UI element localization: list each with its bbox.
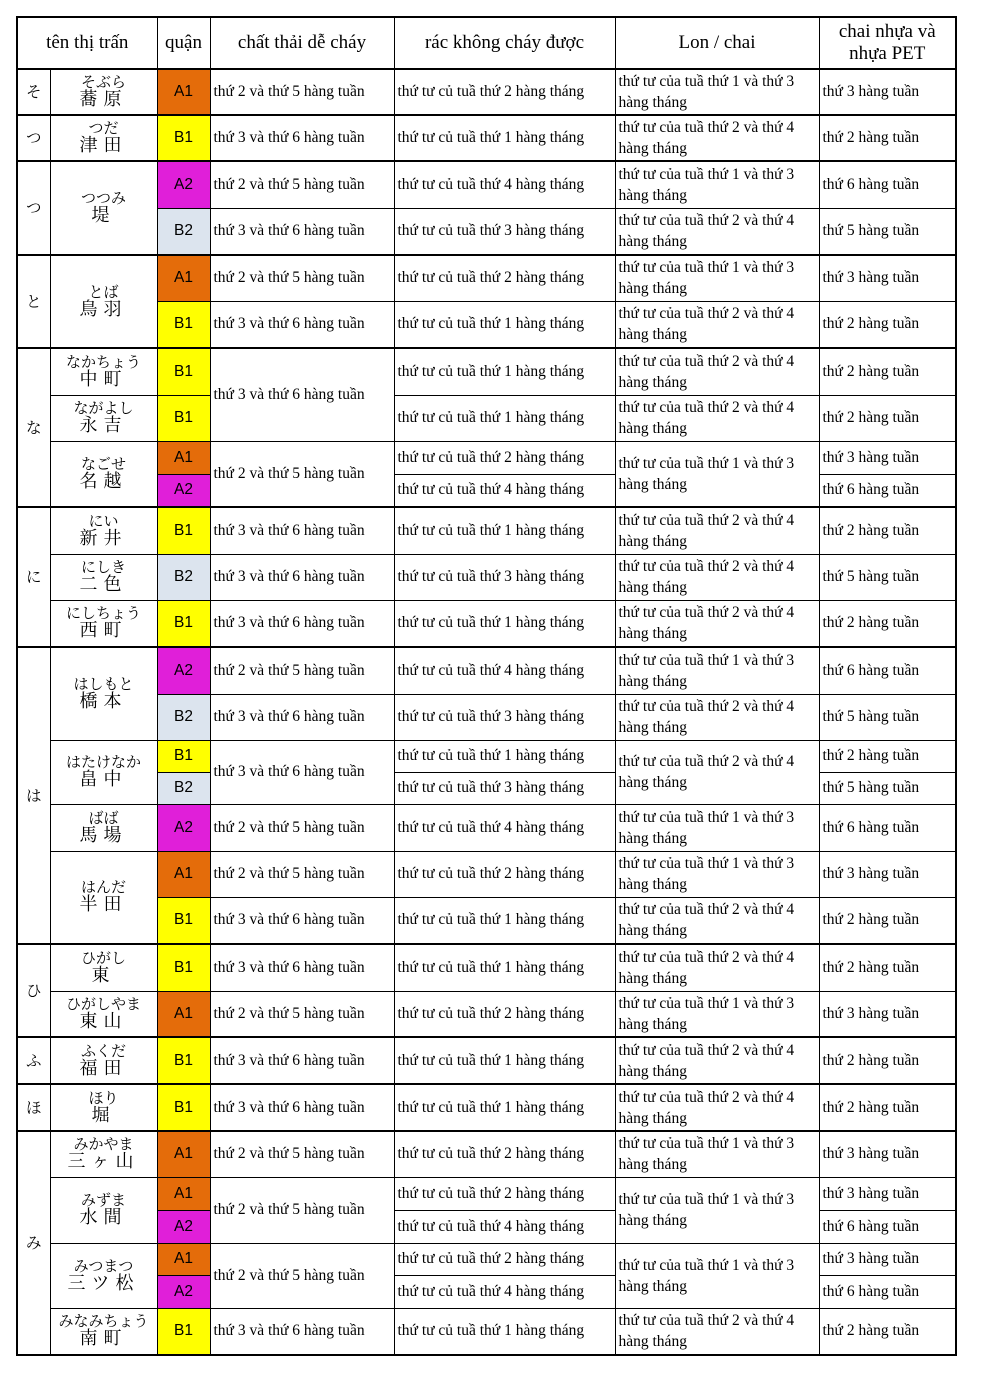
district-badge: A2 (157, 647, 210, 694)
nonburnable-schedule: thứ tư củ tuầ thứ 1 hàng tháng (394, 1084, 615, 1131)
pet-schedule: thứ 2 hàng tuần (819, 897, 956, 944)
nonburnable-schedule: thứ tư củ tuầ thứ 4 hàng tháng (394, 804, 615, 851)
burnable-schedule: thứ 2 và thứ 5 hàng tuần (210, 1243, 394, 1308)
header-row (17, 17, 956, 69)
nonburnable-schedule: thứ tư củ tuầ thứ 4 hàng tháng (394, 1210, 615, 1243)
burnable-schedule: thứ 3 và thứ 6 hàng tuần (210, 554, 394, 600)
district-badge: A2 (157, 474, 210, 507)
pet-schedule: thứ 2 hàng tuần (819, 1037, 956, 1084)
cans-schedule: thứ tư của tuầ thứ 2 và thứ 4 hàng tháng (615, 554, 819, 600)
burnable-schedule: thứ 3 và thứ 6 hàng tuần (210, 897, 394, 944)
burnable-schedule: thứ 3 và thứ 6 hàng tuần (210, 301, 394, 348)
nonburnable-schedule: thứ tư củ tuầ thứ 1 hàng tháng (394, 507, 615, 554)
pet-schedule: thứ 2 hàng tuần (819, 600, 956, 647)
nonburnable-schedule: thứ tư củ tuầ thứ 2 hàng tháng (394, 441, 615, 474)
district-badge: A1 (157, 991, 210, 1037)
district-badge: B1 (157, 897, 210, 944)
district-badge: B1 (157, 395, 210, 441)
pet-schedule: thứ 6 hàng tuần (819, 804, 956, 851)
nonburnable-schedule: thứ tư củ tuầ thứ 1 hàng tháng (394, 944, 615, 991)
cans-schedule: thứ tư của tuầ thứ 1 và thứ 3 hàng tháng (615, 1243, 819, 1308)
pet-schedule: thứ 6 hàng tuần (819, 1210, 956, 1243)
nonburnable-schedule: thứ tư củ tuầ thứ 1 hàng tháng (394, 1308, 615, 1355)
nonburnable-schedule: thứ tư củ tuầ thứ 3 hàng tháng (394, 772, 615, 804)
table-row (17, 694, 956, 740)
garbage-schedule-table (16, 16, 957, 1356)
pet-schedule: thứ 2 hàng tuần (819, 1308, 956, 1355)
nonburnable-schedule: thứ tư củ tuầ thứ 2 hàng tháng (394, 1131, 615, 1177)
town-name: とば 鳥羽 (50, 255, 157, 348)
nonburnable-schedule: thứ tư củ tuầ thứ 2 hàng tháng (394, 1177, 615, 1210)
kana-group: と (17, 255, 50, 348)
cans-schedule: thứ tư của tuầ thứ 2 và thứ 4 hàng tháng (615, 208, 819, 255)
kana-group: ひ (17, 944, 50, 1037)
table-row (17, 1131, 956, 1177)
town-name: はしもと 橋本 (50, 647, 157, 740)
pet-schedule: thứ 3 hàng tuần (819, 991, 956, 1037)
cans-schedule: thứ tư của tuầ thứ 1 và thứ 3 hàng tháng (615, 1177, 819, 1243)
header-cans: Lon / chai (615, 17, 819, 69)
burnable-schedule: thứ 2 và thứ 5 hàng tuần (210, 851, 394, 897)
cans-schedule: thứ tư của tuầ thứ 1 và thứ 3 hàng tháng (615, 161, 819, 208)
burnable-schedule: thứ 2 và thứ 5 hàng tuần (210, 804, 394, 851)
district-badge: B1 (157, 115, 210, 161)
district-badge: A2 (157, 1210, 210, 1243)
district-badge: B1 (157, 944, 210, 991)
kana-group: み (17, 1131, 50, 1355)
burnable-schedule: thứ 2 và thứ 5 hàng tuần (210, 647, 394, 694)
table-row (17, 69, 956, 115)
nonburnable-schedule: thứ tư củ tuầ thứ 2 hàng tháng (394, 255, 615, 301)
nonburnable-schedule: thứ tư củ tuầ thứ 4 hàng tháng (394, 161, 615, 208)
district-badge: A1 (157, 441, 210, 474)
cans-schedule: thứ tư của tuầ thứ 2 và thứ 4 hàng tháng (615, 507, 819, 554)
town-name: ほり 堀 (50, 1084, 157, 1131)
pet-schedule: thứ 2 hàng tuần (819, 507, 956, 554)
nonburnable-schedule: thứ tư củ tuầ thứ 1 hàng tháng (394, 740, 615, 772)
district-badge: B1 (157, 1308, 210, 1355)
town-name: そぶら 蕎原 (50, 69, 157, 115)
cans-schedule: thứ tư của tuầ thứ 1 và thứ 3 hàng tháng (615, 804, 819, 851)
pet-schedule: thứ 3 hàng tuần (819, 1243, 956, 1275)
kana-group: つ (17, 115, 50, 161)
pet-schedule: thứ 5 hàng tuần (819, 208, 956, 255)
nonburnable-schedule: thứ tư củ tuầ thứ 1 hàng tháng (394, 600, 615, 647)
town-name: にしちょう 西町 (50, 600, 157, 647)
burnable-schedule: thứ 2 và thứ 5 hàng tuần (210, 991, 394, 1037)
cans-schedule: thứ tư của tuầ thứ 2 và thứ 4 hàng tháng (615, 694, 819, 740)
burnable-schedule: thứ 3 và thứ 6 hàng tuần (210, 208, 394, 255)
district-badge: A1 (157, 1131, 210, 1177)
town-name: ひがし 東 (50, 944, 157, 991)
pet-schedule: thứ 5 hàng tuần (819, 694, 956, 740)
kana-group: そ (17, 69, 50, 115)
pet-schedule: thứ 6 hàng tuần (819, 474, 956, 507)
table-row (17, 600, 956, 647)
district-badge: A1 (157, 69, 210, 115)
burnable-schedule: thứ 3 và thứ 6 hàng tuần (210, 348, 394, 441)
town-name: ふくだ 福田 (50, 1037, 157, 1084)
burnable-schedule: thứ 3 và thứ 6 hàng tuần (210, 694, 394, 740)
cans-schedule: thứ tư của tuầ thứ 2 và thứ 4 hàng tháng (615, 740, 819, 804)
pet-schedule: thứ 6 hàng tuần (819, 161, 956, 208)
header-nonburnable: rác không cháy được (394, 17, 615, 69)
nonburnable-schedule: thứ tư củ tuầ thứ 2 hàng tháng (394, 851, 615, 897)
header-pet: chai nhựa và nhựa PET (819, 17, 956, 69)
pet-schedule: thứ 3 hàng tuần (819, 69, 956, 115)
table-row (17, 1084, 956, 1131)
pet-schedule: thứ 6 hàng tuần (819, 1275, 956, 1308)
district-badge: A1 (157, 255, 210, 301)
table-row (17, 395, 956, 441)
burnable-schedule: thứ 2 và thứ 5 hàng tuần (210, 255, 394, 301)
pet-schedule: thứ 2 hàng tuần (819, 115, 956, 161)
burnable-schedule: thứ 3 và thứ 6 hàng tuần (210, 944, 394, 991)
pet-schedule: thứ 2 hàng tuần (819, 395, 956, 441)
table-row (17, 441, 956, 474)
table-row (17, 897, 956, 944)
pet-schedule: thứ 2 hàng tuần (819, 301, 956, 348)
town-name: みつまつ 三ツ松 (50, 1243, 157, 1308)
pet-schedule: thứ 2 hàng tuần (819, 1084, 956, 1131)
kana-group: は (17, 647, 50, 944)
nonburnable-schedule: thứ tư củ tuầ thứ 3 hàng tháng (394, 554, 615, 600)
burnable-schedule: thứ 3 và thứ 6 hàng tuần (210, 507, 394, 554)
town-name: みなみちょう 南町 (50, 1308, 157, 1355)
nonburnable-schedule: thứ tư củ tuầ thứ 1 hàng tháng (394, 395, 615, 441)
table-row (17, 208, 956, 255)
pet-schedule: thứ 2 hàng tuần (819, 740, 956, 772)
cans-schedule: thứ tư của tuầ thứ 2 và thứ 4 hàng tháng (615, 897, 819, 944)
table-row (17, 1037, 956, 1084)
header-burnable: chất thải dễ cháy (210, 17, 394, 69)
cans-schedule: thứ tư của tuầ thứ 1 và thứ 3 hàng tháng (615, 69, 819, 115)
cans-schedule: thứ tư của tuầ thứ 1 và thứ 3 hàng tháng (615, 851, 819, 897)
district-badge: A2 (157, 161, 210, 208)
table-row (17, 1308, 956, 1355)
district-badge: B1 (157, 507, 210, 554)
town-name: にしき 二色 (50, 554, 157, 600)
town-name: はたけなか 畠中 (50, 740, 157, 804)
kana-group: に (17, 507, 50, 647)
district-badge: B2 (157, 694, 210, 740)
header-town: tên thị trấn (17, 17, 157, 69)
table-row (17, 647, 956, 694)
nonburnable-schedule: thứ tư củ tuầ thứ 2 hàng tháng (394, 69, 615, 115)
burnable-schedule: thứ 2 và thứ 5 hàng tuần (210, 1177, 394, 1243)
burnable-schedule: thứ 2 và thứ 5 hàng tuần (210, 161, 394, 208)
cans-schedule: thứ tư của tuầ thứ 2 và thứ 4 hàng tháng (615, 600, 819, 647)
table-row (17, 944, 956, 991)
cans-schedule: thứ tư của tuầ thứ 2 và thứ 4 hàng tháng (615, 1084, 819, 1131)
cans-schedule: thứ tư của tuầ thứ 2 và thứ 4 hàng tháng (615, 944, 819, 991)
cans-schedule: thứ tư của tuầ thứ 2 và thứ 4 hàng tháng (615, 395, 819, 441)
nonburnable-schedule: thứ tư củ tuầ thứ 3 hàng tháng (394, 208, 615, 255)
table-row (17, 301, 956, 348)
cans-schedule: thứ tư của tuầ thứ 2 và thứ 4 hàng tháng (615, 1308, 819, 1355)
nonburnable-schedule: thứ tư củ tuầ thứ 1 hàng tháng (394, 897, 615, 944)
table-row (17, 1177, 956, 1210)
town-name: はんだ 半田 (50, 851, 157, 944)
town-name: みかやま 三ヶ山 (50, 1131, 157, 1177)
town-name: なかちょう 中町 (50, 348, 157, 395)
cans-schedule: thứ tư của tuầ thứ 2 và thứ 4 hàng tháng (615, 115, 819, 161)
district-badge: A2 (157, 1275, 210, 1308)
kana-group: ふ (17, 1037, 50, 1084)
table-row (17, 507, 956, 554)
town-name: にい 新井 (50, 507, 157, 554)
pet-schedule: thứ 3 hàng tuần (819, 255, 956, 301)
cans-schedule: thứ tư của tuầ thứ 1 và thứ 3 hàng tháng (615, 441, 819, 507)
district-badge: A2 (157, 804, 210, 851)
nonburnable-schedule: thứ tư củ tuầ thứ 2 hàng tháng (394, 991, 615, 1037)
cans-schedule: thứ tư của tuầ thứ 2 và thứ 4 hàng tháng (615, 348, 819, 395)
district-badge: A1 (157, 851, 210, 897)
burnable-schedule: thứ 2 và thứ 5 hàng tuần (210, 69, 394, 115)
pet-schedule: thứ 3 hàng tuần (819, 1177, 956, 1210)
district-badge: B1 (157, 301, 210, 348)
table-row (17, 740, 956, 772)
kana-group: ほ (17, 1084, 50, 1131)
district-badge: B2 (157, 772, 210, 804)
nonburnable-schedule: thứ tư củ tuầ thứ 4 hàng tháng (394, 1275, 615, 1308)
burnable-schedule: thứ 3 và thứ 6 hàng tuần (210, 115, 394, 161)
town-name: つつみ 堤 (50, 161, 157, 255)
pet-schedule: thứ 6 hàng tuần (819, 647, 956, 694)
town-name: なごせ 名越 (50, 441, 157, 507)
table-row (17, 851, 956, 897)
cans-schedule: thứ tư của tuầ thứ 1 và thứ 3 hàng tháng (615, 255, 819, 301)
table-row (17, 804, 956, 851)
burnable-schedule: thứ 3 và thứ 6 hàng tuần (210, 1037, 394, 1084)
town-name: つだ 津田 (50, 115, 157, 161)
burnable-schedule: thứ 3 và thứ 6 hàng tuần (210, 1084, 394, 1131)
cans-schedule: thứ tư của tuầ thứ 2 và thứ 4 hàng tháng (615, 1037, 819, 1084)
header-district: quận (157, 17, 210, 69)
pet-schedule: thứ 3 hàng tuần (819, 441, 956, 474)
burnable-schedule: thứ 3 và thứ 6 hàng tuần (210, 740, 394, 804)
burnable-schedule: thứ 3 và thứ 6 hàng tuần (210, 600, 394, 647)
town-name: ながよし 永吉 (50, 395, 157, 441)
table-row (17, 255, 956, 301)
burnable-schedule: thứ 3 và thứ 6 hàng tuần (210, 1308, 394, 1355)
cans-schedule: thứ tư của tuầ thứ 2 và thứ 4 hàng tháng (615, 301, 819, 348)
table-row (17, 1243, 956, 1275)
town-name: みずま 水間 (50, 1177, 157, 1243)
district-badge: B1 (157, 1037, 210, 1084)
district-badge: A1 (157, 1177, 210, 1210)
nonburnable-schedule: thứ tư củ tuầ thứ 1 hàng tháng (394, 301, 615, 348)
cans-schedule: thứ tư của tuầ thứ 1 và thứ 3 hàng tháng (615, 1131, 819, 1177)
district-badge: A1 (157, 1243, 210, 1275)
nonburnable-schedule: thứ tư củ tuầ thứ 1 hàng tháng (394, 115, 615, 161)
nonburnable-schedule: thứ tư củ tuầ thứ 4 hàng tháng (394, 647, 615, 694)
pet-schedule: thứ 2 hàng tuần (819, 348, 956, 395)
nonburnable-schedule: thứ tư củ tuầ thứ 3 hàng tháng (394, 694, 615, 740)
kana-group: つ (17, 161, 50, 255)
district-badge: B2 (157, 208, 210, 255)
district-badge: B1 (157, 600, 210, 647)
burnable-schedule: thứ 2 và thứ 5 hàng tuần (210, 1131, 394, 1177)
pet-schedule: thứ 2 hàng tuần (819, 944, 956, 991)
nonburnable-schedule: thứ tư củ tuầ thứ 2 hàng tháng (394, 1243, 615, 1275)
pet-schedule: thứ 5 hàng tuần (819, 772, 956, 804)
table-row (17, 991, 956, 1037)
table-row (17, 115, 956, 161)
burnable-schedule: thứ 2 và thứ 5 hàng tuần (210, 441, 394, 507)
table-row (17, 554, 956, 600)
table-row (17, 161, 956, 208)
cans-schedule: thứ tư của tuầ thứ 1 và thứ 3 hàng tháng (615, 647, 819, 694)
nonburnable-schedule: thứ tư củ tuầ thứ 1 hàng tháng (394, 348, 615, 395)
kana-group: な (17, 348, 50, 507)
district-badge: B1 (157, 348, 210, 395)
pet-schedule: thứ 3 hàng tuần (819, 1131, 956, 1177)
town-name: ばば 馬場 (50, 804, 157, 851)
district-badge: B1 (157, 740, 210, 772)
table-row (17, 348, 956, 395)
nonburnable-schedule: thứ tư củ tuầ thứ 1 hàng tháng (394, 1037, 615, 1084)
pet-schedule: thứ 3 hàng tuần (819, 851, 956, 897)
nonburnable-schedule: thứ tư củ tuầ thứ 4 hàng tháng (394, 474, 615, 507)
pet-schedule: thứ 5 hàng tuần (819, 554, 956, 600)
town-name: ひがしやま 東山 (50, 991, 157, 1037)
cans-schedule: thứ tư của tuầ thứ 1 và thứ 3 hàng tháng (615, 991, 819, 1037)
district-badge: B2 (157, 554, 210, 600)
district-badge: B1 (157, 1084, 210, 1131)
